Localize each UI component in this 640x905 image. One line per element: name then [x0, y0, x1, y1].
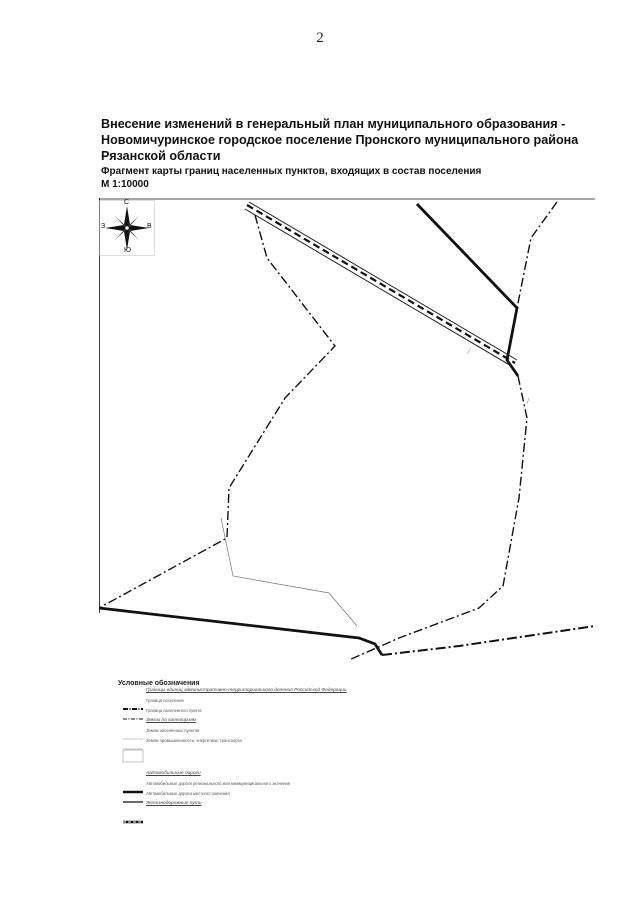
- map-drawing: [99, 198, 595, 665]
- legend-label: Граница населенного пункта: [146, 708, 202, 713]
- legend-symbol: [122, 689, 146, 695]
- legend-code: [100, 708, 122, 710]
- legend-row: [100, 698, 520, 707]
- page-number: 2: [316, 30, 324, 46]
- settlement-boundary-upper-right: [517, 202, 557, 308]
- map-subtitle: Фрагмент карты границ населенных пунктов, входящих в состав поселения: [101, 166, 482, 177]
- railway-edge-lower: [245, 209, 513, 367]
- legend-code: [100, 738, 122, 740]
- legend-code: [100, 748, 122, 750]
- legend-label: Земли промышленности, энергетики, транспорта: [146, 738, 242, 743]
- legend-label: Земли населенных пунктов: [146, 728, 200, 733]
- legend-row: [100, 811, 520, 820]
- settlement-boundary-right: [349, 376, 527, 660]
- legend-symbol: [122, 802, 146, 808]
- railway-edge-upper: [249, 202, 517, 360]
- compass-north-label: С: [124, 199, 130, 206]
- legend-symbol: [122, 709, 146, 715]
- map-fragment: [99, 198, 595, 665]
- legend-label: Граница поселения: [146, 698, 184, 703]
- legend-code: [100, 688, 122, 690]
- legend-code: [100, 771, 122, 773]
- legend-symbol: [122, 699, 146, 705]
- legend-code: [100, 801, 122, 803]
- compass-south-label: Ю: [124, 247, 132, 254]
- legend-symbol: [122, 782, 146, 788]
- map-scale: М 1:10000: [101, 179, 149, 190]
- legend-symbol: [122, 739, 146, 745]
- railway-dashed-center: [247, 205, 515, 363]
- legend-code: [100, 728, 122, 730]
- legend-code: [100, 698, 122, 700]
- compass-west-label: З: [101, 223, 106, 230]
- legend-label: Автомобильные дороги регионального или межмуниципального значения: [146, 781, 291, 786]
- map-detail: [527, 398, 529, 404]
- legend-section-heading: Земли по категориям: [146, 718, 196, 723]
- legend-code: [100, 811, 122, 813]
- legend-row: [100, 801, 520, 810]
- legend-row: [100, 791, 520, 800]
- settlement-boundary-left: [99, 215, 335, 608]
- legend-code: [100, 781, 122, 783]
- legend-row: [100, 708, 520, 717]
- legend-symbol: [122, 719, 146, 725]
- land-category-line: [221, 518, 357, 626]
- legend-symbol: [122, 812, 146, 818]
- legend-row: [100, 718, 520, 727]
- map-legend: [100, 680, 520, 820]
- legend-section-heading: Границы единиц административно-территориального деления Российской Федерации: [146, 688, 347, 693]
- legend-row: [100, 738, 520, 747]
- legend-code: [100, 791, 122, 793]
- legend-title: Условные обозначения: [118, 680, 200, 687]
- legend-row: [100, 748, 520, 770]
- legend-row: [100, 771, 520, 780]
- legend-label: Автомобильные дороги местного значения: [146, 791, 230, 796]
- legend-row: [100, 728, 520, 737]
- legend-row: [100, 688, 520, 697]
- map-detail: [467, 348, 471, 354]
- compass-east-label: В: [147, 223, 152, 230]
- compass-rose: [99, 200, 155, 256]
- settlement-boundary-lower: [382, 626, 595, 655]
- regional-road-lower: [99, 608, 382, 655]
- document-title: Внесение изменений в генеральный план муниципального образования - Новомичуринское городское поселение Пронского муниципального района Рязанской области: [101, 117, 579, 163]
- legend-symbol: [122, 792, 146, 798]
- legend-row: [100, 781, 520, 790]
- legend-code: [100, 718, 122, 720]
- legend-symbol: [122, 729, 146, 735]
- legend-symbol: [122, 749, 146, 755]
- legend-symbol: [122, 772, 146, 778]
- legend-section-heading: Автомобильные дороги: [146, 771, 201, 776]
- regional-road-upper: [417, 204, 518, 376]
- legend-section-heading: Железнодорожные пути: [146, 801, 202, 806]
- legend-rows: [100, 688, 520, 820]
